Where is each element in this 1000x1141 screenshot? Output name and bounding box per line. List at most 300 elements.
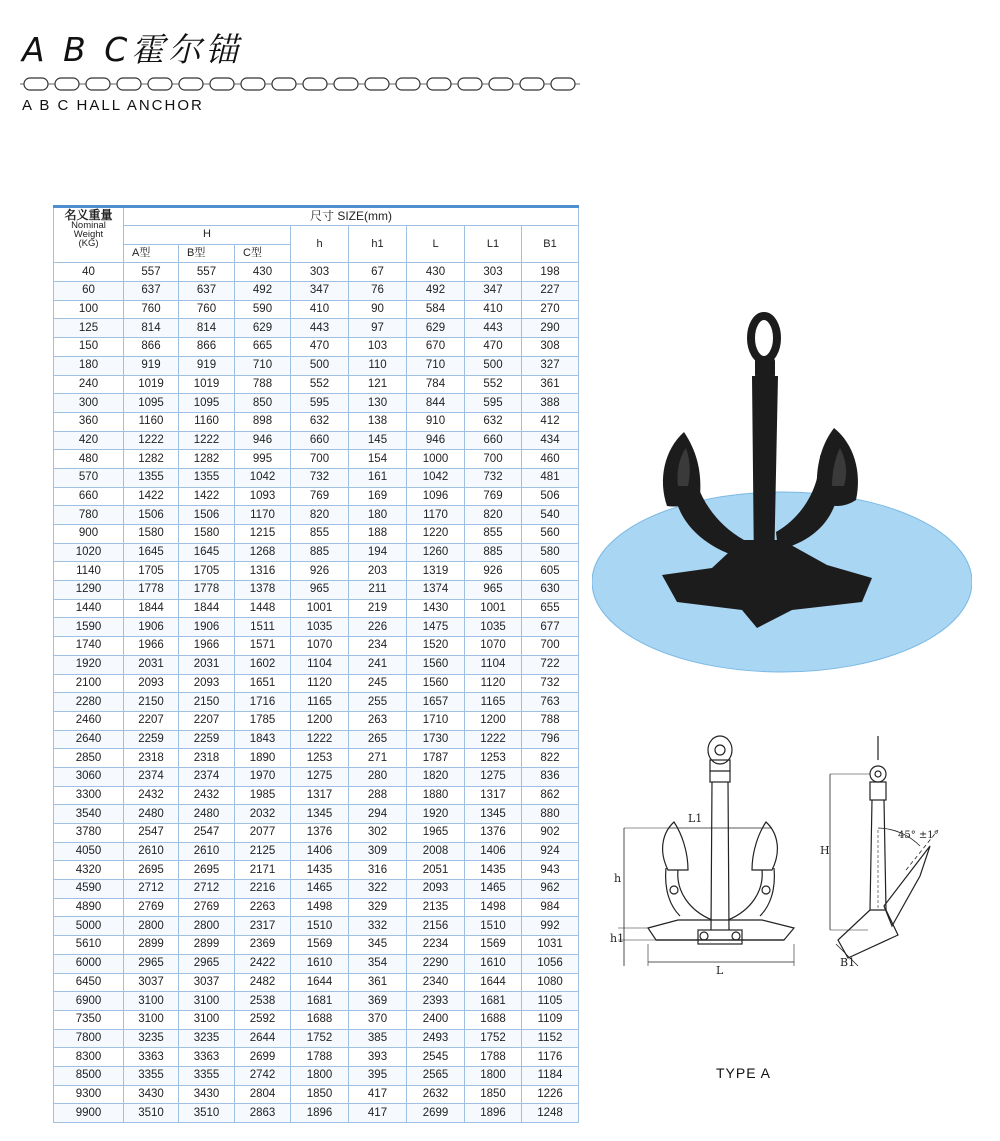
table-cell: 1752: [291, 1029, 349, 1048]
table-cell: 700: [465, 450, 522, 469]
table-cell: 4890: [54, 898, 124, 917]
anchor-photo: [592, 310, 972, 675]
table-cell: 40: [54, 263, 124, 282]
table-cell: 1268: [235, 543, 291, 562]
table-cell: 3100: [124, 992, 179, 1011]
table-row: [54, 637, 579, 656]
table-cell: 1165: [291, 693, 349, 712]
table-cell: 5610: [54, 936, 124, 955]
table-cell: 290: [522, 319, 579, 338]
table-cell: 655: [522, 599, 579, 618]
table-cell: 1031: [522, 936, 579, 955]
table-cell: 1160: [179, 412, 235, 431]
table-cell: 784: [407, 375, 465, 394]
table-cell: 822: [522, 749, 579, 768]
table-cell: 540: [522, 506, 579, 525]
table-cell: 590: [235, 300, 291, 319]
table-cell: 1080: [522, 973, 579, 992]
table-cell: 584: [407, 300, 465, 319]
table-cell: 2259: [179, 730, 235, 749]
table-cell: 1560: [407, 655, 465, 674]
table-cell: 2800: [124, 917, 179, 936]
table-cell: 2171: [235, 861, 291, 880]
table-cell: 1657: [407, 693, 465, 712]
table-cell: 1282: [124, 450, 179, 469]
table-cell: 1778: [179, 581, 235, 600]
table-cell: 1465: [291, 880, 349, 899]
table-cell: 1705: [124, 562, 179, 581]
table-cell: 1019: [124, 375, 179, 394]
table-cell: 2699: [407, 1104, 465, 1123]
table-cell: 1000: [407, 450, 465, 469]
table-cell: 1569: [465, 936, 522, 955]
table-cell: 308: [522, 338, 579, 357]
table-cell: 194: [349, 543, 407, 562]
table-cell: 1165: [465, 693, 522, 712]
table-cell: 595: [465, 394, 522, 413]
table-row: [54, 992, 579, 1011]
table-cell: 1510: [465, 917, 522, 936]
dim-label-b1: B1: [840, 956, 856, 969]
table-row: [54, 1048, 579, 1067]
table-row: [54, 936, 579, 955]
table-cell: 506: [522, 487, 579, 506]
dim-label-l: L: [716, 964, 724, 977]
table-row: [54, 1066, 579, 1085]
table-cell: 637: [124, 282, 179, 301]
col-header-b1: B1: [522, 226, 579, 263]
table-cell: 1422: [179, 487, 235, 506]
table-cell: 188: [349, 525, 407, 544]
table-cell: 2640: [54, 730, 124, 749]
table-cell: 1681: [291, 992, 349, 1011]
table-cell: 4050: [54, 842, 124, 861]
table-cell: 3430: [179, 1085, 235, 1104]
table-cell: 1200: [291, 711, 349, 730]
table-cell: 965: [291, 581, 349, 600]
table-cell: 2804: [235, 1085, 291, 1104]
table-cell: 8500: [54, 1066, 124, 1085]
table-cell: 2093: [407, 880, 465, 899]
table-cell: 1070: [291, 637, 349, 656]
table-cell: 1035: [291, 618, 349, 637]
table-cell: 245: [349, 674, 407, 693]
table-cell: 361: [349, 973, 407, 992]
table-cell: 1095: [179, 394, 235, 413]
table-cell: 630: [522, 581, 579, 600]
table-cell: 288: [349, 786, 407, 805]
table-cell: 3430: [124, 1085, 179, 1104]
table-cell: 1569: [291, 936, 349, 955]
table-cell: 2077: [235, 824, 291, 843]
table-cell: 836: [522, 767, 579, 786]
table-cell: 3100: [124, 1010, 179, 1029]
col-header-c-type: C型: [235, 244, 291, 263]
table-cell: 3510: [179, 1104, 235, 1123]
table-cell: 665: [235, 338, 291, 357]
table-cell: 6450: [54, 973, 124, 992]
table-cell: 2263: [235, 898, 291, 917]
table-cell: 97: [349, 319, 407, 338]
nominal-weight-header: [54, 207, 124, 263]
table-row: [54, 786, 579, 805]
table-row: [54, 506, 579, 525]
table-cell: 1376: [465, 824, 522, 843]
table-cell: 2432: [179, 786, 235, 805]
table-cell: 2369: [235, 936, 291, 955]
table-row: [54, 450, 579, 469]
table-cell: 169: [349, 487, 407, 506]
table-cell: 1705: [179, 562, 235, 581]
table-cell: 470: [465, 338, 522, 357]
table-row: [54, 300, 579, 319]
table-row: [54, 693, 579, 712]
table-cell: 125: [54, 319, 124, 338]
table-cell: 161: [349, 468, 407, 487]
table-cell: 2545: [407, 1048, 465, 1067]
nominal-en-2: Weight: [73, 229, 104, 240]
table-cell: 4590: [54, 880, 124, 899]
table-row: [54, 767, 579, 786]
table-cell: 76: [349, 282, 407, 301]
table-cell: 1430: [407, 599, 465, 618]
table-cell: 710: [407, 356, 465, 375]
table-cell: 130: [349, 394, 407, 413]
table-cell: 1645: [179, 543, 235, 562]
table-cell: 2592: [235, 1010, 291, 1029]
table-cell: 145: [349, 431, 407, 450]
table-row: [54, 730, 579, 749]
table-cell: 138: [349, 412, 407, 431]
table-cell: 241: [349, 655, 407, 674]
table-cell: 369: [349, 992, 407, 1011]
table-cell: 1645: [124, 543, 179, 562]
table-cell: 760: [179, 300, 235, 319]
table-cell: 1160: [124, 412, 179, 431]
table-cell: 965: [465, 581, 522, 600]
table-cell: 110: [349, 356, 407, 375]
table-cell: 2547: [124, 824, 179, 843]
table-cell: 769: [465, 487, 522, 506]
table-cell: 2422: [235, 954, 291, 973]
table-cell: 943: [522, 861, 579, 880]
table-cell: 1716: [235, 693, 291, 712]
table-cell: 1345: [291, 805, 349, 824]
table-cell: 1374: [407, 581, 465, 600]
spec-table: [53, 205, 579, 1123]
table-cell: 1966: [179, 637, 235, 656]
table-cell: 788: [235, 375, 291, 394]
table-cell: 2317: [235, 917, 291, 936]
table-cell: 1651: [235, 674, 291, 693]
table-cell: 557: [179, 263, 235, 282]
table-row: [54, 263, 579, 282]
table-cell: 1290: [54, 581, 124, 600]
table-cell: 1710: [407, 711, 465, 730]
table-cell: 3037: [124, 973, 179, 992]
table-cell: 2432: [124, 786, 179, 805]
table-cell: 1253: [465, 749, 522, 768]
table-cell: 1319: [407, 562, 465, 581]
table-cell: 385: [349, 1029, 407, 1048]
table-cell: 3100: [179, 1010, 235, 1029]
table-cell: 769: [291, 487, 349, 506]
table-cell: 1644: [465, 973, 522, 992]
table-cell: 629: [407, 319, 465, 338]
table-cell: 1120: [291, 674, 349, 693]
table-cell: 866: [179, 338, 235, 357]
table-cell: 1820: [407, 767, 465, 786]
table-cell: 1644: [291, 973, 349, 992]
table-cell: 1042: [407, 468, 465, 487]
dim-label-angle: 45° ±1°: [898, 830, 939, 841]
table-cell: 347: [291, 282, 349, 301]
table-cell: 910: [407, 412, 465, 431]
table-cell: 1120: [465, 674, 522, 693]
chain-link: [24, 78, 48, 90]
table-cell: 1226: [522, 1085, 579, 1104]
table-cell: 1070: [465, 637, 522, 656]
table-cell: 1406: [465, 842, 522, 861]
chain-link: [241, 78, 265, 90]
table-cell: 150: [54, 338, 124, 357]
table-cell: 885: [465, 543, 522, 562]
chain-link: [365, 78, 389, 90]
table-cell: 480: [54, 450, 124, 469]
table-cell: 1788: [291, 1048, 349, 1067]
table-cell: 995: [235, 450, 291, 469]
dim-label-h1: h1: [610, 932, 625, 945]
table-cell: 1510: [291, 917, 349, 936]
table-cell: 2850: [54, 749, 124, 768]
table-cell: 263: [349, 711, 407, 730]
table-row: [54, 525, 579, 544]
table-cell: 1176: [522, 1048, 579, 1067]
table-row: [54, 1104, 579, 1123]
table-cell: 370: [349, 1010, 407, 1029]
table-cell: 1170: [235, 506, 291, 525]
table-cell: 1580: [124, 525, 179, 544]
table-cell: 1001: [291, 599, 349, 618]
table-cell: 1688: [465, 1010, 522, 1029]
dim-label-h: h: [614, 872, 622, 885]
table-cell: 3363: [124, 1048, 179, 1067]
table-cell: 820: [465, 506, 522, 525]
table-cell: 226: [349, 618, 407, 637]
table-cell: 395: [349, 1066, 407, 1085]
table-cell: 2863: [235, 1104, 291, 1123]
table-row: [54, 599, 579, 618]
table-cell: 3060: [54, 767, 124, 786]
table-cell: 570: [54, 468, 124, 487]
table-cell: 763: [522, 693, 579, 712]
table-row: [54, 711, 579, 730]
table-cell: 1215: [235, 525, 291, 544]
table-cell: 557: [124, 263, 179, 282]
table-cell: 6900: [54, 992, 124, 1011]
table-cell: 361: [522, 375, 579, 394]
table-cell: 3100: [179, 992, 235, 1011]
table-cell: 1966: [124, 637, 179, 656]
table-cell: 1880: [407, 786, 465, 805]
table-cell: 3300: [54, 786, 124, 805]
page-title: A B C霍尔锚: [22, 30, 243, 69]
table-cell: 1475: [407, 618, 465, 637]
table-cell: 1282: [179, 450, 235, 469]
table-cell: 2216: [235, 880, 291, 899]
table-cell: 1253: [291, 749, 349, 768]
table-cell: 1602: [235, 655, 291, 674]
table-row: [54, 543, 579, 562]
table-cell: 722: [522, 655, 579, 674]
table-cell: 1222: [291, 730, 349, 749]
table-cell: 900: [54, 525, 124, 544]
table-cell: 1316: [235, 562, 291, 581]
table-cell: 2712: [124, 880, 179, 899]
table-row: [54, 581, 579, 600]
table-cell: 2093: [124, 674, 179, 693]
table-cell: 855: [291, 525, 349, 544]
table-cell: 3510: [124, 1104, 179, 1123]
table-cell: 294: [349, 805, 407, 824]
dim-label-big-h: H: [820, 844, 830, 857]
table-row: [54, 468, 579, 487]
table-cell: 1355: [179, 468, 235, 487]
table-cell: 2234: [407, 936, 465, 955]
table-row: [54, 282, 579, 301]
table-cell: 7350: [54, 1010, 124, 1029]
nominal-cn: 名义重量: [64, 208, 113, 222]
table-cell: 962: [522, 880, 579, 899]
table-cell: 354: [349, 954, 407, 973]
table-row: [54, 973, 579, 992]
table-cell: 814: [124, 319, 179, 338]
table-cell: 211: [349, 581, 407, 600]
table-cell: 1800: [465, 1066, 522, 1085]
table-cell: 1985: [235, 786, 291, 805]
table-cell: 1850: [291, 1085, 349, 1104]
table-cell: 844: [407, 394, 465, 413]
table-cell: 219: [349, 599, 407, 618]
table-cell: 1778: [124, 581, 179, 600]
table-cell: 1222: [465, 730, 522, 749]
table-cell: 732: [465, 468, 522, 487]
table-cell: 2031: [179, 655, 235, 674]
table-cell: 820: [291, 506, 349, 525]
table-cell: 103: [349, 338, 407, 357]
table-cell: 2800: [179, 917, 235, 936]
table-cell: 332: [349, 917, 407, 936]
table-cell: 2156: [407, 917, 465, 936]
table-cell: 1376: [291, 824, 349, 843]
table-cell: 788: [522, 711, 579, 730]
table-cell: 1920: [54, 655, 124, 674]
table-cell: 898: [235, 412, 291, 431]
table-row: [54, 356, 579, 375]
table-cell: 481: [522, 468, 579, 487]
table-cell: 1222: [179, 431, 235, 450]
table-cell: 677: [522, 618, 579, 637]
table-cell: 2393: [407, 992, 465, 1011]
table-cell: 2899: [179, 936, 235, 955]
chain-decoration: [20, 74, 580, 94]
table-cell: 180: [349, 506, 407, 525]
table-cell: 1752: [465, 1029, 522, 1048]
table-row: [54, 319, 579, 338]
table-cell: 2318: [124, 749, 179, 768]
table-cell: 9900: [54, 1104, 124, 1123]
table-row: [54, 1085, 579, 1104]
table-cell: 2493: [407, 1029, 465, 1048]
table-cell: 866: [124, 338, 179, 357]
col-header-b-type: B型: [179, 244, 235, 263]
table-cell: 1096: [407, 487, 465, 506]
table-cell: 924: [522, 842, 579, 861]
table-cell: 280: [349, 767, 407, 786]
table-cell: 796: [522, 730, 579, 749]
table-cell: 470: [291, 338, 349, 357]
table-cell: 637: [179, 282, 235, 301]
table-cell: 347: [465, 282, 522, 301]
table-cell: 3235: [179, 1029, 235, 1048]
table-cell: 1965: [407, 824, 465, 843]
table-row: [54, 338, 579, 357]
table-cell: 946: [235, 431, 291, 450]
table-cell: 1506: [124, 506, 179, 525]
table-cell: 1222: [124, 431, 179, 450]
table-cell: 303: [291, 263, 349, 282]
table-cell: 3355: [124, 1066, 179, 1085]
table-cell: 309: [349, 842, 407, 861]
table-cell: 434: [522, 431, 579, 450]
chain-link: [272, 78, 296, 90]
table-cell: 5000: [54, 917, 124, 936]
table-cell: 1440: [54, 599, 124, 618]
table-cell: 492: [407, 282, 465, 301]
table-cell: 926: [291, 562, 349, 581]
table-row: [54, 824, 579, 843]
table-cell: 2100: [54, 674, 124, 693]
table-cell: 2480: [179, 805, 235, 824]
page-subtitle: A B C HALL ANCHOR: [22, 97, 204, 114]
chain-link: [210, 78, 234, 90]
table-cell: 1406: [291, 842, 349, 861]
table-cell: 2032: [235, 805, 291, 824]
table-cell: 2480: [124, 805, 179, 824]
table-row: [54, 375, 579, 394]
table-cell: 880: [522, 805, 579, 824]
table-row: [54, 861, 579, 880]
col-header-h: h: [291, 226, 349, 263]
table-cell: 1800: [291, 1066, 349, 1085]
table-cell: 1035: [465, 618, 522, 637]
table-cell: 700: [522, 637, 579, 656]
title-block: [22, 30, 242, 70]
table-cell: 1260: [407, 543, 465, 562]
table-row: [54, 917, 579, 936]
table-row: [54, 1029, 579, 1048]
table-cell: 1906: [179, 618, 235, 637]
table-cell: 180: [54, 356, 124, 375]
spec-table-body: [54, 263, 579, 1123]
table-cell: 1056: [522, 954, 579, 973]
size-header: 尺寸 SIZE(mm): [124, 207, 579, 226]
table-cell: 1970: [235, 767, 291, 786]
table-cell: 2207: [179, 711, 235, 730]
table-cell: 1104: [465, 655, 522, 674]
table-cell: 780: [54, 506, 124, 525]
table-cell: 100: [54, 300, 124, 319]
